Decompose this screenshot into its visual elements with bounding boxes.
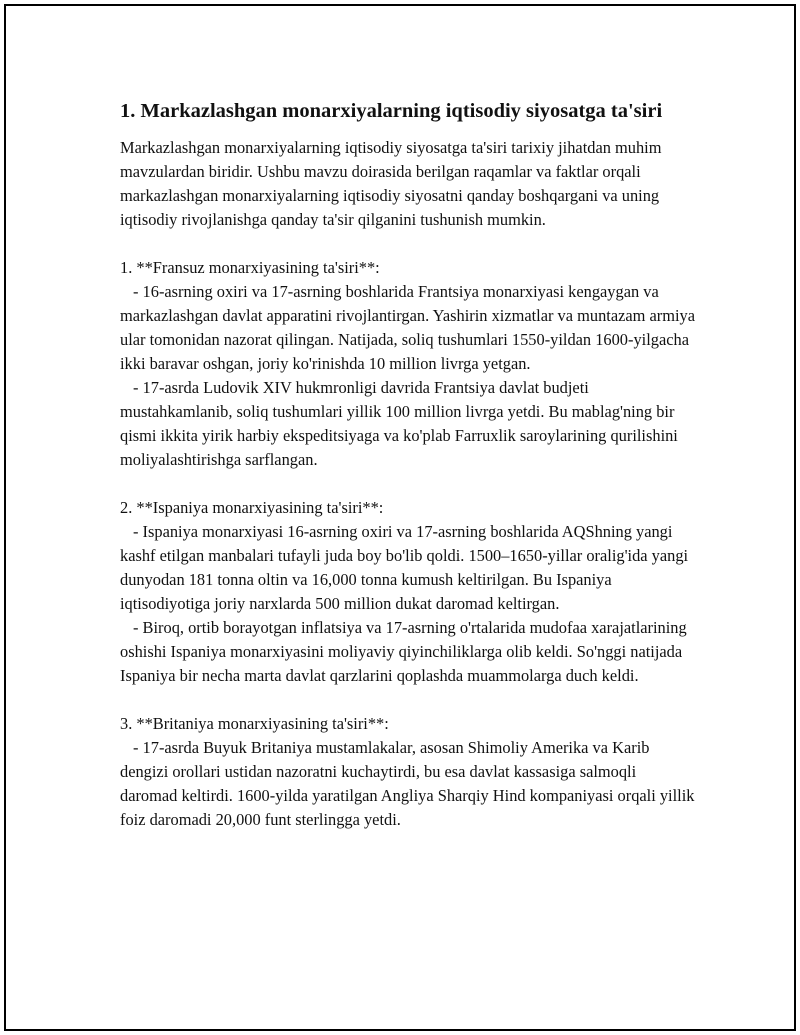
section-britain: [120, 712, 695, 832]
section-france: [120, 256, 695, 472]
section-spain: [120, 496, 695, 688]
list-item: - 17-asrda Buyuk Britaniya mustamlakalar, asosan Shimoliy Amerika va Karib dengizi orollari ustidan nazoratni kuchaytirdi, bu esa davlat kassasiga salmoqli daromad keltirdi. 1600-yilda yaratilgan Angliya Sharqiy Hind kompaniyasi orqali yillik foiz daromadi 20,000 funt sterlingga yetdi.: [120, 738, 695, 829]
document-page: [4, 4, 796, 1031]
intro-paragraph: Markazlashgan monarxiyalarning iqtisodiy siyosatga ta'siri tarixiy jihatdan muhim mavzulardan biridir. Ushbu mavzu doirasida berilgan raqamlar va faktlar orqali markazlashgan monarxiyalarning iqtisodiy siyosatni qanday boshqargani va uning iqtisodiy rivojlanishga qanday ta'sir qilganini tushunish mumkin.: [120, 138, 662, 229]
list-item: - 17-asrda Ludovik XIV hukmronligi davrida Frantsiya davlat budjeti mustahkamlanib, soliq tushumlari yillik 100 million livrga yetdi. Bu mablag'ning bir qismi ikkita yirik harbiy ekspeditsiyaga va ko'plab Farruxlik saroylarining qurilishini moliyalashtirishga sarflangan.: [120, 378, 678, 469]
section-heading: 1. Markazlashgan monarxiyalarning iqtisodiy siyosatga ta'siri: [120, 100, 663, 122]
list-item: - Ispaniya monarxiyasi 16-asrning oxiri va 17-asrning boshlarida AQShning yangi kashf etilgan manbalari tufayli juda boy bo'lib qoldi. 1500–1650-yillar oralig'ida yangi dunyodan 181 tonna oltin va 16,000 tonna kumush keltirilgan. Bu Ispaniya iqtisodiyotiga joriy narxlarda 500 million dukat daromad keltirgan.: [120, 522, 689, 613]
section-title: 1. **Fransuz monarxiyasining ta'siri**:: [120, 258, 380, 277]
list-item: - Biroq, ortib borayotgan inflatsiya va 17-asrning o'rtalarida mudofaa xarajatlarining oshishi Ispaniya monarxiyasini moliyaviy qiyinchiliklarga olib keldi. So'nggi natijada Ispaniya bir necha marta davlat qarzlarini qoplashda muammolarga duch keldi.: [120, 618, 687, 685]
section-title: 3. **Britaniya monarxiyasining ta'siri**:: [120, 714, 389, 733]
section-title: 2. **Ispaniya monarxiyasining ta'siri**:: [120, 498, 384, 517]
list-item: - 16-asrning oxiri va 17-asrning boshlarida Frantsiya monarxiyasi kengaygan va markazlashgan davlat apparatini rivojlantirgan. Yashirin xizmatlar va muntazam armiya ular tomonidan nazorat qilingan. Natijada, soliq tushumlari 1550-yildan 1600-yilgacha ikki baravar oshgan, joriy ko'rinishda 10 million livrga yetgan.: [120, 282, 695, 373]
document-content: [120, 98, 695, 832]
